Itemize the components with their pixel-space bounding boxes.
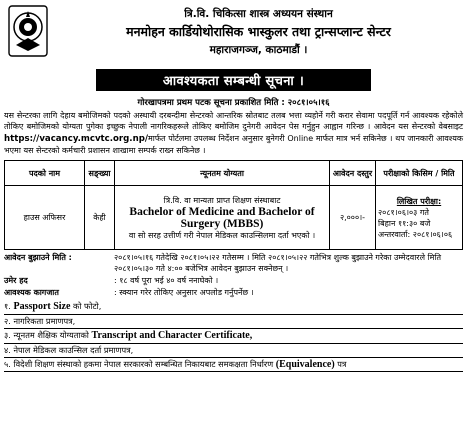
notice-paragraph	[4, 110, 463, 156]
written-exam-date: २०८१।०६।०३ गते	[378, 207, 429, 217]
item-english: (Equivalence)	[275, 359, 335, 370]
col-post: पदको नाम	[5, 161, 85, 186]
item-number: ५.	[4, 359, 11, 369]
vacancy-portal-link[interactable]: https://vacancy.mcvtc.org.np/	[4, 133, 148, 144]
deadline-text: २०८१।०५।१६ गतेदेखि २०८१।०५।२२ गतेसम्म । मिति २०८१।०५।२२ गतेभित्र शुल्क बुझाउने गरेका उम्मेदवारले मिति २०८१।०५।३० गते ४:०० बजेभित्र आवेदन बुझाउन सक्नेछन् ।	[114, 253, 442, 273]
col-fee: आवेदन दस्तुर	[330, 161, 376, 186]
post-name: हाउस अफिसर	[5, 186, 85, 250]
age-text: : १८ वर्ष पूरा भई ४० वर्ष ननाघेको ।	[114, 275, 219, 285]
written-exam-time: बिहान ११:३० बजे	[378, 218, 431, 228]
item-number: ३.	[4, 330, 11, 341]
header	[4, 3, 463, 67]
publication-date: गोरखापत्रमा प्रथम पटक सूचना प्रकाशित मिति : २०८१।०५।१६	[137, 98, 330, 108]
list-item	[4, 358, 463, 372]
exam-cell	[376, 186, 463, 250]
item-text: नागरिकता प्रमाणपत्र,	[13, 315, 76, 326]
vacancy-table	[4, 160, 463, 250]
university-emblem	[6, 5, 50, 57]
documents-label: आवश्यक कागजात	[4, 287, 59, 297]
item-text: विदेशी शिक्षण संस्थाको हकमा नेपाल सरकारको सम्बन्धित निकायबाट समकक्षता निर्धारण	[13, 359, 274, 369]
item-number: १.	[4, 301, 11, 312]
list-item	[4, 329, 463, 343]
item-text-end: पत्र	[337, 359, 347, 369]
item-english: Passport Size	[13, 301, 71, 313]
center-address: महाराजगञ्ज, काठमाडौं ।	[209, 44, 308, 56]
col-exam: परीक्षाको किसिम / मिति	[376, 161, 463, 186]
table-header-row	[5, 161, 463, 186]
item-english: Transcript and Character Certificate,	[91, 330, 253, 342]
table-row	[5, 186, 463, 250]
col-count: सङ्ख्या	[85, 161, 115, 186]
documents-row	[4, 288, 463, 299]
col-qualification: न्यूनतम योग्यता	[115, 161, 330, 186]
interview-date: अन्तरवार्ता: २०८१।०६।०६	[378, 229, 453, 239]
list-item	[4, 315, 463, 329]
notice-text-2: मार्फत पोर्टलमा उपलब्ध निर्देशन अनुसार बुनेगरी Online मार्फत मात्र भर्न सकिनेछ । थप जानकारी आवश्यक भएमा यस सेन्टरको कर्मचारी प्रशासन शाखामा सम्पर्क राख्न सकिनेछ ।	[4, 133, 463, 155]
deadline-row	[4, 253, 463, 275]
qualification-cell	[115, 186, 330, 250]
notice-title-banner: आवश्यकता सम्बन्धी सूचना ।	[96, 69, 371, 91]
item-text: न्यूनतम शैक्षिक योग्यताको	[13, 330, 89, 341]
list-item	[4, 344, 463, 358]
item-number: ४.	[4, 344, 11, 355]
qualification-degree: Bachelor of Medicine and Bachelor of Surgery (MBBS)	[129, 205, 315, 230]
qualification-prefix: त्रि.वि. वा मान्यता प्राप्त शिक्षण संस्थाबाट	[163, 195, 281, 205]
documents-text: : स्क्यान गरेर तोकिए अनुसार अपलोड गर्नुपर्नेछ ।	[114, 287, 254, 297]
institute-name: त्रि.वि. चिकित्सा शास्त्र अध्ययन संस्थान	[184, 8, 333, 20]
document-list	[4, 300, 463, 372]
age-label: उमेर हद	[4, 275, 28, 285]
center-name: मनमोहन कार्डियोथोरासिक भास्कुलर तथा ट्रान्सप्लान्ट सेन्टर	[126, 24, 391, 39]
post-count: केही	[85, 186, 115, 250]
list-item	[4, 300, 463, 314]
qualification-suffix: वा सो सरह उत्तीर्ण गरी नेपाल मेडिकल काउन्सिलमा दर्ता भएको ।	[128, 230, 316, 240]
item-text: नेपाल मेडिकल काउन्सिल दर्ता प्रमाणपत्र,	[13, 344, 134, 355]
notice-text-1: यस सेन्टरका लागि देहाय बमोजिमको पदको अस्थायी दरबन्दीमा सेन्टरको आन्तरिक स्रोतबाट तलब भत्ता व्यहोर्ने गरी करार सेवामा पदपूर्ति गर्न आवश्यक रहेकोले तोकिए बमोजिमको योग्यता पुगेका इच्छुक नेपाली नागरिकहरूले तोकिए बमोजिम दुनेगरी आवेदन पेस गर्नुहुन आह्वान गरिन्छ । आवेदन यस सेन्टरको वेबसाइट	[4, 111, 463, 132]
item-text-end: को फोटो,	[73, 301, 102, 312]
deadline-label: आवेदन बुझाउने मिति :	[4, 253, 72, 263]
age-row	[4, 276, 463, 287]
written-exam-title: लिखित परीक्षा:	[396, 196, 442, 206]
application-fee: २,०००।-	[330, 186, 376, 250]
item-number: २.	[4, 315, 11, 326]
